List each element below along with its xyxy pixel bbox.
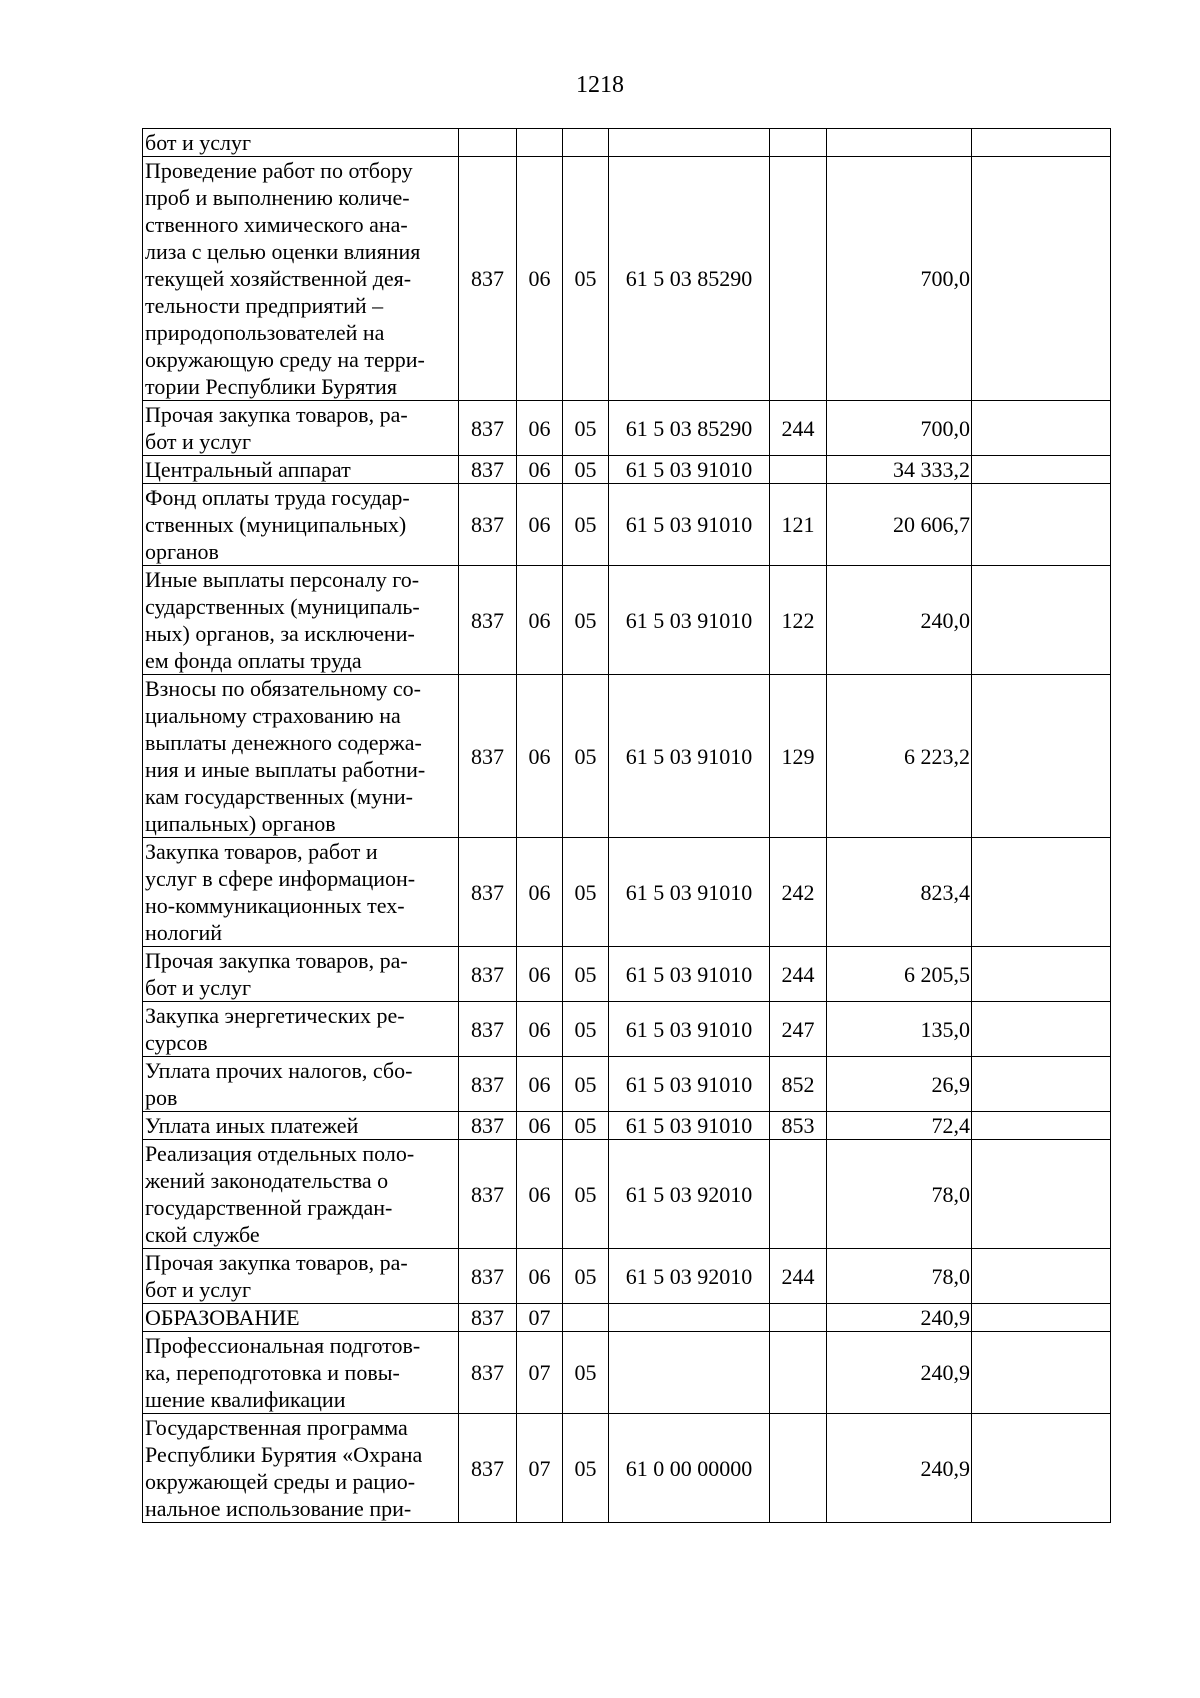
extra-cell	[972, 947, 1111, 1002]
item-name-line: проб и выполнению количе-	[145, 185, 410, 210]
item-name-line: бот и услуг	[145, 429, 252, 454]
item-name-cell	[143, 566, 459, 675]
item-name-line: циальному страхованию на	[145, 703, 401, 728]
item-name-line: Закупка товаров, работ и	[145, 839, 378, 864]
item-name-line: Прочая закупка товаров, ра-	[145, 402, 408, 427]
table-row	[143, 1140, 1111, 1249]
extra-cell	[972, 1414, 1111, 1523]
page-number: 1218	[576, 72, 624, 98]
item-name-cell	[143, 1002, 459, 1057]
item-name-cell	[143, 675, 459, 838]
item-name-line: Реализация отдельных поло-	[145, 1141, 415, 1166]
target-article-cell: 61 5 03 91010	[609, 456, 770, 484]
item-name-line: Центральный аппарат	[145, 457, 351, 482]
extra-cell	[972, 838, 1111, 947]
item-name-line: нологий	[145, 920, 223, 945]
table-row	[143, 484, 1111, 566]
item-name-line: Проведение работ по отбору	[145, 158, 413, 183]
item-name-cell	[143, 1249, 459, 1304]
section-cell: 06	[517, 1002, 563, 1057]
amount-cell: 78,0	[827, 1249, 972, 1304]
amount-cell: 135,0	[827, 1002, 972, 1057]
target-article-cell: 61 5 03 91010	[609, 1057, 770, 1112]
extra-cell	[972, 1140, 1111, 1249]
section-cell: 07	[517, 1414, 563, 1523]
amount-cell: 72,4	[827, 1112, 972, 1140]
subsection-cell	[563, 129, 609, 157]
item-name-cell	[143, 1304, 459, 1332]
item-name-line: нальное использование при-	[145, 1496, 412, 1521]
item-name-cell	[143, 1112, 459, 1140]
target-article-cell	[609, 1304, 770, 1332]
extra-cell	[972, 129, 1111, 157]
table-row	[143, 456, 1111, 484]
extra-cell	[972, 1002, 1111, 1057]
amount-cell: 823,4	[827, 838, 972, 947]
section-cell: 07	[517, 1304, 563, 1332]
item-name-line: ных) органов, за исключени-	[145, 621, 415, 646]
target-article-cell: 61 5 03 85290	[609, 157, 770, 401]
item-name-line: ственных (муниципальных)	[145, 512, 407, 537]
item-name-cell	[143, 838, 459, 947]
item-name-line: сурсов	[145, 1030, 208, 1055]
grbs-cell: 837	[459, 401, 517, 456]
section-cell: 06	[517, 1112, 563, 1140]
target-article-cell: 61 5 03 92010	[609, 1140, 770, 1249]
subsection-cell	[563, 1304, 609, 1332]
item-name-line: тории Республики Бурятия	[145, 374, 397, 399]
target-article-cell: 61 0 00 00000	[609, 1414, 770, 1523]
table-row	[143, 129, 1111, 157]
item-name-line: Уплата прочих налогов, сбо-	[145, 1058, 413, 1083]
extra-cell	[972, 675, 1111, 838]
item-name-line: окружающей среды и рацио-	[145, 1469, 416, 1494]
grbs-cell: 837	[459, 1140, 517, 1249]
expense-type-cell	[770, 1140, 827, 1249]
item-name-line: лиза с целью оценки влияния	[145, 239, 421, 264]
item-name-line: ния и иные выплаты работни-	[145, 757, 426, 782]
item-name-line: текущей хозяйственной дея-	[145, 266, 412, 291]
grbs-cell: 837	[459, 566, 517, 675]
grbs-cell: 837	[459, 1112, 517, 1140]
grbs-cell: 837	[459, 838, 517, 947]
item-name-line: ской службе	[145, 1222, 260, 1247]
grbs-cell: 837	[459, 1414, 517, 1523]
target-article-cell: 61 5 03 85290	[609, 401, 770, 456]
extra-cell	[972, 1057, 1111, 1112]
subsection-cell: 05	[563, 401, 609, 456]
item-name-line: бот и услуг	[145, 1277, 252, 1302]
amount-cell: 6 223,2	[827, 675, 972, 838]
expense-type-cell	[770, 1304, 827, 1332]
expense-type-cell: 852	[770, 1057, 827, 1112]
section-cell: 06	[517, 947, 563, 1002]
item-name-cell	[143, 1414, 459, 1523]
table-row	[143, 838, 1111, 947]
section-cell: 06	[517, 1140, 563, 1249]
item-name-cell	[143, 484, 459, 566]
extra-cell	[972, 1332, 1111, 1414]
item-name-line: Фонд оплаты труда государ-	[145, 485, 410, 510]
item-name-line: ка, переподготовка и повы-	[145, 1360, 400, 1385]
item-name-cell	[143, 456, 459, 484]
subsection-cell: 05	[563, 1332, 609, 1414]
section-cell: 06	[517, 157, 563, 401]
target-article-cell: 61 5 03 91010	[609, 566, 770, 675]
expense-type-cell: 129	[770, 675, 827, 838]
item-name-line: сударственных (муниципаль-	[145, 594, 420, 619]
target-article-cell: 61 5 03 91010	[609, 1112, 770, 1140]
table-row	[143, 157, 1111, 401]
table-row	[143, 566, 1111, 675]
target-article-cell	[609, 129, 770, 157]
item-name-line: ров	[145, 1085, 178, 1110]
target-article-cell: 61 5 03 91010	[609, 838, 770, 947]
item-name-line: но-коммуникационных тех-	[145, 893, 405, 918]
item-name-line: услуг в сфере информацион-	[145, 866, 416, 891]
amount-cell: 6 205,5	[827, 947, 972, 1002]
extra-cell	[972, 1304, 1111, 1332]
table-row	[143, 1304, 1111, 1332]
amount-cell: 20 606,7	[827, 484, 972, 566]
item-name-line: органов	[145, 539, 219, 564]
item-name-line: окружающую среду на терри-	[145, 347, 425, 372]
grbs-cell: 837	[459, 675, 517, 838]
item-name-line: бот и услуг	[145, 130, 252, 155]
section-cell	[517, 129, 563, 157]
subsection-cell: 05	[563, 675, 609, 838]
target-article-cell: 61 5 03 91010	[609, 1002, 770, 1057]
extra-cell	[972, 484, 1111, 566]
expense-type-cell: 853	[770, 1112, 827, 1140]
item-name-line: природопользователей на	[145, 320, 385, 345]
item-name-cell	[143, 1140, 459, 1249]
subsection-cell: 05	[563, 1057, 609, 1112]
item-name-cell	[143, 129, 459, 157]
section-cell: 06	[517, 566, 563, 675]
amount-cell	[827, 129, 972, 157]
item-name-line: Республики Бурятия «Охрана	[145, 1442, 423, 1467]
item-name-line: шение квалификации	[145, 1387, 346, 1412]
item-name-cell	[143, 1057, 459, 1112]
item-name-line: жений законодательства о	[145, 1168, 389, 1193]
item-name-cell	[143, 1332, 459, 1414]
expense-type-cell	[770, 1332, 827, 1414]
extra-cell	[972, 456, 1111, 484]
table-row	[143, 675, 1111, 838]
grbs-cell: 837	[459, 1002, 517, 1057]
amount-cell: 700,0	[827, 401, 972, 456]
expense-type-cell: 242	[770, 838, 827, 947]
extra-cell	[972, 566, 1111, 675]
extra-cell	[972, 1249, 1111, 1304]
table-row	[143, 1057, 1111, 1112]
table-row	[143, 1112, 1111, 1140]
grbs-cell: 837	[459, 1304, 517, 1332]
item-name-line: Прочая закупка товаров, ра-	[145, 948, 408, 973]
subsection-cell: 05	[563, 1140, 609, 1249]
item-name-line: Закупка энергетических ре-	[145, 1003, 405, 1028]
grbs-cell: 837	[459, 1332, 517, 1414]
grbs-cell: 837	[459, 484, 517, 566]
item-name-line: Иные выплаты персоналу го-	[145, 567, 420, 592]
subsection-cell: 05	[563, 1249, 609, 1304]
amount-cell: 240,9	[827, 1332, 972, 1414]
grbs-cell: 837	[459, 947, 517, 1002]
table-body	[143, 129, 1111, 1523]
section-cell: 06	[517, 456, 563, 484]
target-article-cell: 61 5 03 91010	[609, 484, 770, 566]
subsection-cell: 05	[563, 947, 609, 1002]
expense-type-cell	[770, 157, 827, 401]
section-cell: 06	[517, 838, 563, 947]
extra-cell	[972, 1112, 1111, 1140]
expense-type-cell	[770, 129, 827, 157]
budget-table	[142, 128, 1111, 1523]
section-cell: 06	[517, 1057, 563, 1112]
item-name-line: кам государственных (муни-	[145, 784, 413, 809]
table-row	[143, 1414, 1111, 1523]
expense-type-cell: 244	[770, 947, 827, 1002]
expense-type-cell	[770, 1414, 827, 1523]
expense-type-cell: 244	[770, 1249, 827, 1304]
section-cell: 07	[517, 1332, 563, 1414]
expense-type-cell	[770, 456, 827, 484]
amount-cell: 34 333,2	[827, 456, 972, 484]
item-name-line: Взносы по обязательному со-	[145, 676, 421, 701]
section-cell: 06	[517, 1249, 563, 1304]
subsection-cell: 05	[563, 838, 609, 947]
expense-type-cell: 121	[770, 484, 827, 566]
subsection-cell: 05	[563, 566, 609, 675]
amount-cell: 240,0	[827, 566, 972, 675]
item-name-cell	[143, 157, 459, 401]
expense-type-cell: 244	[770, 401, 827, 456]
subsection-cell: 05	[563, 484, 609, 566]
amount-cell: 700,0	[827, 157, 972, 401]
table-row	[143, 1002, 1111, 1057]
expense-type-cell: 247	[770, 1002, 827, 1057]
target-article-cell	[609, 1332, 770, 1414]
item-name-line: бот и услуг	[145, 975, 252, 1000]
item-name-line: ципальных) органов	[145, 811, 336, 836]
subsection-cell: 05	[563, 1414, 609, 1523]
section-cell: 06	[517, 675, 563, 838]
item-name-cell	[143, 401, 459, 456]
grbs-cell: 837	[459, 1249, 517, 1304]
item-name-line: выплаты денежного содержа-	[145, 730, 422, 755]
item-name-line: тельности предприятий –	[145, 293, 384, 318]
expense-type-cell: 122	[770, 566, 827, 675]
grbs-cell: 837	[459, 456, 517, 484]
section-cell: 06	[517, 401, 563, 456]
table-row	[143, 1332, 1111, 1414]
item-name-line: Прочая закупка товаров, ра-	[145, 1250, 408, 1275]
target-article-cell: 61 5 03 92010	[609, 1249, 770, 1304]
subsection-cell: 05	[563, 1002, 609, 1057]
target-article-cell: 61 5 03 91010	[609, 947, 770, 1002]
grbs-cell: 837	[459, 157, 517, 401]
item-name-line: ОБРАЗОВАНИЕ	[145, 1305, 300, 1330]
item-name-line: Профессиональная подготов-	[145, 1333, 421, 1358]
table-row	[143, 401, 1111, 456]
subsection-cell: 05	[563, 1112, 609, 1140]
target-article-cell: 61 5 03 91010	[609, 675, 770, 838]
item-name-line: государственной граждан-	[145, 1195, 393, 1220]
amount-cell: 240,9	[827, 1414, 972, 1523]
section-cell: 06	[517, 484, 563, 566]
amount-cell: 78,0	[827, 1140, 972, 1249]
item-name-line: ственного химического ана-	[145, 212, 408, 237]
table-row	[143, 1249, 1111, 1304]
table-row	[143, 947, 1111, 1002]
subsection-cell: 05	[563, 456, 609, 484]
item-name-cell	[143, 947, 459, 1002]
item-name-line: ем фонда оплаты труда	[145, 648, 362, 673]
subsection-cell: 05	[563, 157, 609, 401]
amount-cell: 26,9	[827, 1057, 972, 1112]
item-name-line: Уплата иных платежей	[145, 1113, 359, 1138]
amount-cell: 240,9	[827, 1304, 972, 1332]
extra-cell	[972, 401, 1111, 456]
extra-cell	[972, 157, 1111, 401]
item-name-line: Государственная программа	[145, 1415, 408, 1440]
grbs-cell: 837	[459, 1057, 517, 1112]
grbs-cell	[459, 129, 517, 157]
